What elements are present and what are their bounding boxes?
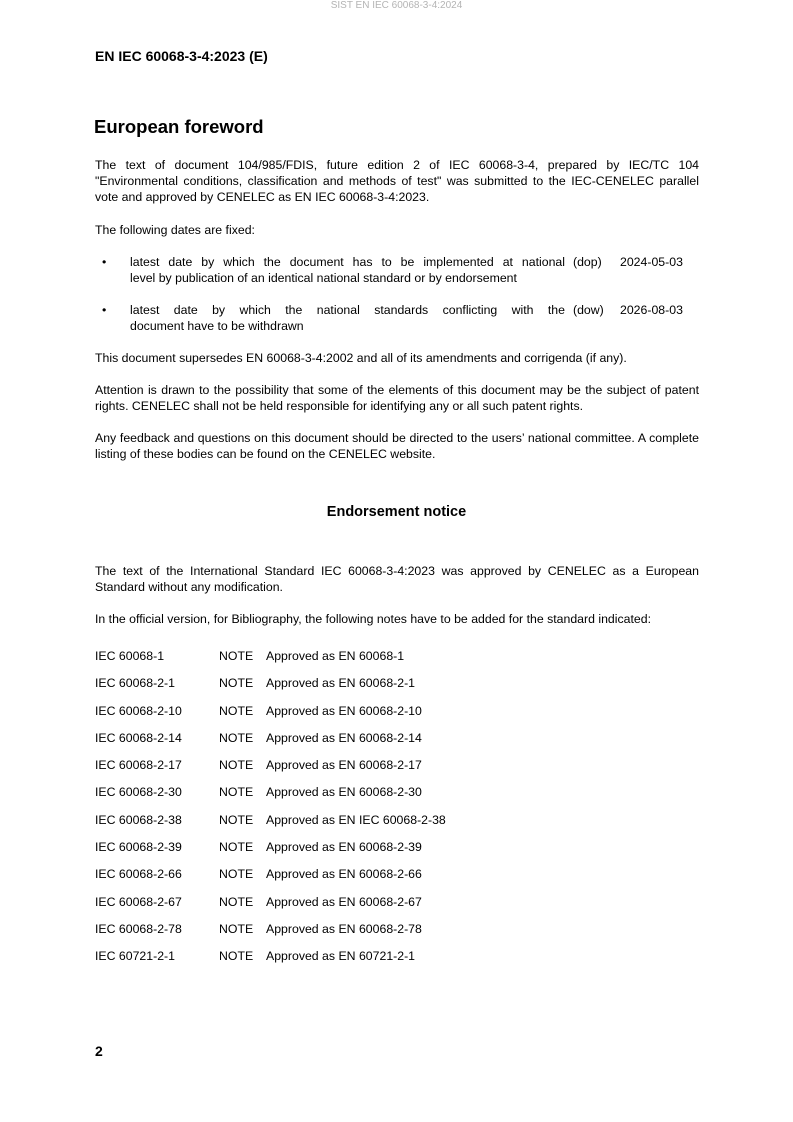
bibliography-standard: IEC 60068-2-38 bbox=[95, 812, 182, 827]
bibliography-note-label: NOTE bbox=[219, 649, 254, 663]
endorsement-paragraph-1: The text of the International Standard IEC 60068-3-4:2023 was approved by CENELEC as a European Standard without any modification. bbox=[95, 564, 699, 594]
bibliography-approved: Approved as EN 60068-2-39 bbox=[266, 840, 422, 855]
bibliography-note-label: NOTE bbox=[219, 676, 254, 691]
bibliography-approved: Approved as EN 60068-2-10 bbox=[266, 703, 422, 718]
bibliography-approved: Approved as EN 60068-2-67 bbox=[266, 894, 422, 909]
bibliography-standard: IEC 60068-2-39 bbox=[95, 840, 182, 855]
page-title: European foreword bbox=[94, 116, 264, 137]
bibliography-note-label: NOTE bbox=[219, 730, 254, 745]
page-number: 2 bbox=[95, 1043, 103, 1059]
bibliography-standard: IEC 60068-2-78 bbox=[95, 921, 182, 936]
bibliography-note-label: NOTE bbox=[219, 921, 254, 936]
bibliography-note-label: NOTE bbox=[219, 894, 254, 909]
bibliography-standard: IEC 60068-2-67 bbox=[95, 894, 182, 909]
date-item-date: 2026-08-03 bbox=[620, 303, 683, 317]
foreword-paragraph-5: Any feedback and questions on this document should be directed to the users’ national committee. A complete listing of these bodies can be found on the CENELEC website. bbox=[95, 431, 699, 461]
bullet-icon: • bbox=[102, 255, 107, 269]
bibliography-approved: Approved as EN 60068-2-66 bbox=[266, 867, 422, 882]
foreword-paragraph-2: The following dates are fixed: bbox=[95, 223, 255, 237]
bibliography-note-label: NOTE bbox=[219, 785, 254, 800]
bibliography-standard: IEC 60068-2-10 bbox=[95, 703, 182, 718]
endorsement-paragraph-2: In the official version, for Bibliography, the following notes have to be added for the standard indicated: bbox=[95, 612, 651, 626]
bibliography-standard: IEC 60068-2-30 bbox=[95, 785, 182, 800]
bibliography-standard: IEC 60068-2-66 bbox=[95, 867, 182, 882]
bullet-icon: • bbox=[102, 303, 107, 317]
date-item-text-line-1: latest date by which the document has to be implemented at national bbox=[130, 255, 565, 269]
foreword-paragraph-3: This document supersedes EN 60068-3-4:2002 and all of its amendments and corrigenda (if any). bbox=[95, 351, 627, 365]
bibliography-note-label: NOTE bbox=[219, 840, 254, 855]
date-item-text-line-1: latest date by which the national standards conflicting with the bbox=[130, 303, 565, 317]
bibliography-approved: Approved as EN IEC 60068-2-38 bbox=[266, 812, 446, 827]
bibliography-standard: IEC 60721-2-1 bbox=[95, 949, 175, 964]
bibliography-note-label: NOTE bbox=[219, 758, 254, 773]
endorsement-title: Endorsement notice bbox=[326, 504, 467, 520]
bibliography-standard: IEC 60068-2-14 bbox=[95, 730, 182, 745]
bibliography-standard: IEC 60068-2-17 bbox=[95, 758, 182, 773]
bibliography-approved: Approved as EN 60068-2-30 bbox=[266, 785, 422, 800]
date-item-text bbox=[130, 302, 565, 334]
bibliography-note-label: NOTE bbox=[219, 867, 254, 882]
foreword-paragraph-4: Attention is drawn to the possibility that some of the elements of this document may be the subject of patent rights. CENELEC shall not be held responsible for identifying any or all such patent rights. bbox=[95, 383, 699, 413]
date-item-code: (dow) bbox=[573, 303, 604, 317]
date-item-text bbox=[130, 254, 565, 286]
foreword-paragraph-1: The text of document 104/985/FDIS, future edition 2 of IEC 60068-3-4, prepared by IEC/TC 104 "Environmental conditions, classification and methods of test" was submitted to the IEC-CENELEC parallel vote and approved by CENELEC as EN IEC 60068-3-4:2023. bbox=[95, 158, 699, 204]
bibliography-approved: Approved as EN 60068-2-1 bbox=[266, 676, 416, 691]
date-item-text-line-2: document have to be withdrawn bbox=[130, 319, 304, 333]
bibliography-standard: IEC 60068-2-1 bbox=[95, 676, 175, 691]
bibliography-note-label: NOTE bbox=[219, 949, 254, 964]
document-id-header: EN IEC 60068-3-4:2023 (E) bbox=[95, 48, 268, 64]
bibliography-approved: Approved as EN 60068-2-14 bbox=[266, 730, 422, 745]
date-item-text-line-2: level by publication of an identical national standard or by endorsement bbox=[130, 271, 517, 285]
date-item-date: 2024-05-03 bbox=[620, 255, 683, 269]
bibliography-note-label: NOTE bbox=[219, 812, 254, 827]
bibliography-approved: Approved as EN 60721-2-1 bbox=[266, 949, 416, 964]
bibliography-approved: Approved as EN 60068-1 bbox=[266, 649, 405, 663]
bibliography-approved: Approved as EN 60068-2-78 bbox=[266, 921, 422, 936]
bibliography-approved: Approved as EN 60068-2-17 bbox=[266, 758, 422, 773]
date-item-code: (dop) bbox=[573, 255, 602, 269]
bibliography-standard: IEC 60068-1 bbox=[95, 649, 165, 663]
bibliography-note-label: NOTE bbox=[219, 703, 254, 718]
watermark: SIST EN IEC 60068-3-4:2024 bbox=[330, 0, 463, 11]
